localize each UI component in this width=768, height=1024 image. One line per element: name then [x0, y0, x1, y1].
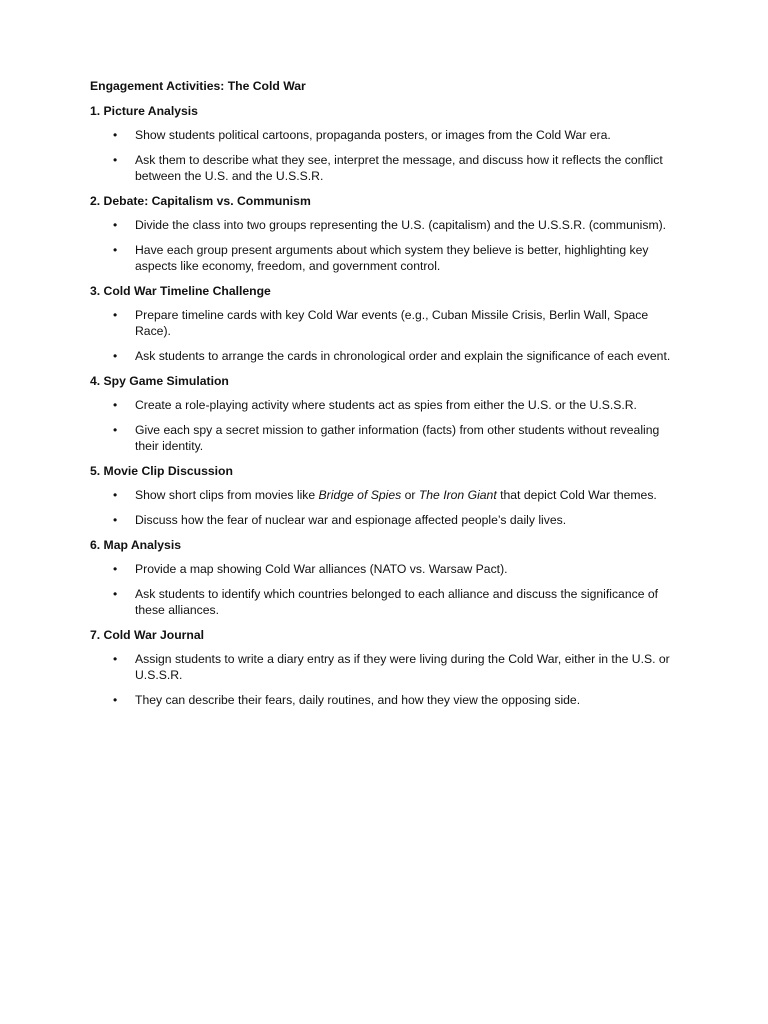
movie-title: The Iron Giant	[418, 488, 497, 502]
section-map-analysis	[90, 537, 690, 618]
list-item	[90, 217, 685, 233]
bullet-icon: •	[113, 243, 118, 257]
list-item-text: They can describe their fears, daily routines, and how they view the opposing side.	[135, 693, 581, 707]
list-item	[90, 127, 685, 143]
bullet-icon: •	[113, 398, 118, 412]
section-debate	[90, 193, 690, 274]
list-item	[90, 512, 685, 528]
bullet-icon: •	[113, 349, 118, 363]
bullet-icon: •	[113, 308, 118, 322]
list-item	[90, 152, 685, 184]
bullet-icon: •	[113, 562, 118, 576]
list-item-text: Prepare timeline cards with key Cold War events (e.g., Cuban Missile Crisis, Berlin Wall, Space Race).	[135, 308, 649, 338]
list-item-text: or	[401, 488, 419, 502]
section-heading: 7. Cold War Journal	[90, 628, 204, 642]
list-item-text: Give each spy a secret mission to gather information (facts) from other students without revealing their identity.	[135, 423, 660, 453]
bullet-icon: •	[113, 153, 118, 167]
bullet-list	[90, 307, 690, 364]
list-item	[90, 692, 685, 708]
list-item	[90, 348, 685, 364]
bullet-icon: •	[113, 488, 118, 502]
list-item-text: Ask them to describe what they see, interpret the message, and discuss how it reflects the conflict between the U.S. and the U.S.S.R.	[135, 153, 663, 183]
bullet-icon: •	[113, 513, 118, 527]
list-item-text: Ask students to identify which countries belonged to each alliance and discuss the significance of these alliances.	[135, 587, 659, 617]
list-item	[90, 586, 685, 618]
list-item	[90, 487, 685, 503]
section-movie-clip	[90, 463, 690, 528]
section-heading: 6. Map Analysis	[90, 538, 181, 552]
list-item-text: that depict Cold War themes.	[496, 488, 657, 502]
bullet-list	[90, 561, 690, 618]
section-spy-game	[90, 373, 690, 454]
list-item-text: Show short clips from movies like	[135, 488, 319, 502]
section-heading: 4. Spy Game Simulation	[90, 374, 229, 388]
section-timeline-challenge	[90, 283, 690, 364]
list-item-text: Show students political cartoons, propaganda posters, or images from the Cold War era.	[135, 128, 611, 142]
list-item-text: Divide the class into two groups representing the U.S. (capitalism) and the U.S.S.R. (communism).	[135, 218, 667, 232]
list-item	[90, 242, 685, 274]
list-item-text: Assign students to write a diary entry as if they were living during the Cold War, either in the U.S. or U.S.S.R.	[135, 652, 670, 682]
section-picture-analysis	[90, 103, 690, 184]
list-item-text: Ask students to arrange the cards in chronological order and explain the significance of each event.	[135, 349, 671, 363]
bullet-list	[90, 487, 690, 528]
list-item	[90, 397, 685, 413]
bullet-list	[90, 397, 690, 454]
bullet-list	[90, 651, 690, 708]
list-item-text: Have each group present arguments about which system they believe is better, highlighting key aspects like economy, freedom, and government control.	[135, 243, 649, 273]
bullet-icon: •	[113, 693, 118, 707]
bullet-icon: •	[113, 652, 118, 666]
section-heading: 5. Movie Clip Discussion	[90, 464, 233, 478]
movie-title: Bridge of Spies	[318, 488, 402, 502]
bullet-icon: •	[113, 423, 118, 437]
list-item	[90, 307, 685, 339]
document-title: Engagement Activities: The Cold War	[90, 79, 306, 93]
list-item-text: Discuss how the fear of nuclear war and espionage affected people’s daily lives.	[135, 513, 567, 527]
list-item	[90, 422, 685, 454]
bullet-list	[90, 217, 690, 274]
list-item	[90, 561, 685, 577]
bullet-icon: •	[113, 128, 118, 142]
section-heading: 2. Debate: Capitalism vs. Communism	[90, 194, 311, 208]
section-cold-war-journal	[90, 627, 690, 708]
document-body	[90, 78, 690, 717]
section-heading: 1. Picture Analysis	[90, 104, 198, 118]
section-heading: 3. Cold War Timeline Challenge	[90, 284, 271, 298]
bullet-list	[90, 127, 690, 184]
list-item	[90, 651, 685, 683]
list-item-text: Provide a map showing Cold War alliances (NATO vs. Warsaw Pact).	[135, 562, 508, 576]
bullet-icon: •	[113, 218, 118, 232]
bullet-icon: •	[113, 587, 118, 601]
list-item-text: Create a role-playing activity where students act as spies from either the U.S. or the U.S.S.R.	[135, 398, 637, 412]
